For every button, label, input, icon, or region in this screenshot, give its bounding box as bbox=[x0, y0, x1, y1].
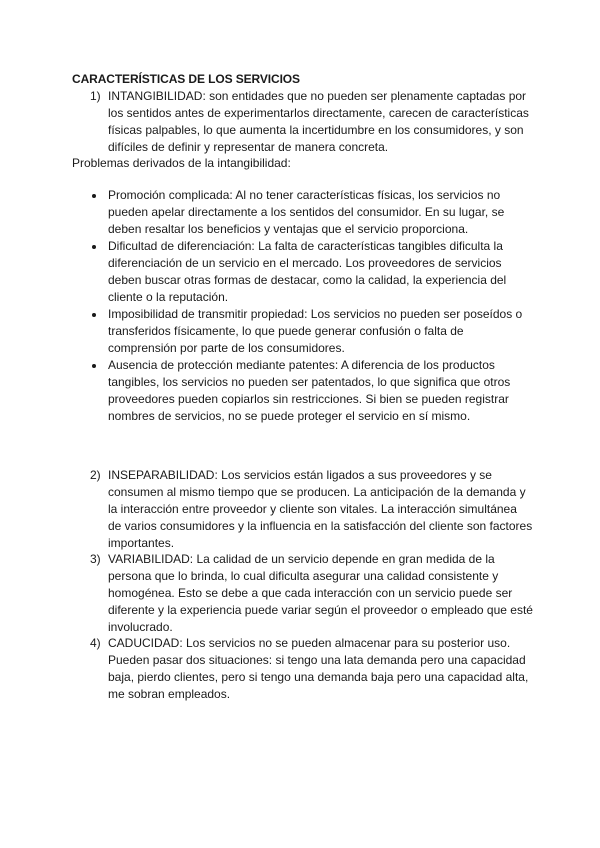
bullet-icon bbox=[92, 194, 96, 198]
item-text: INTANGIBILIDAD: son entidades que no pueden ser plenamente captadas por los sentidos antes de experimentarlos directamente, carecen de características físicas palpables, lo que aumenta la incertidumbre en los consumidores, y son difíciles de definir y representar de manera concreta. bbox=[108, 89, 529, 154]
list-item-text: Ausencia de protección mediante patentes: A diferencia de los productos tangibles, los servicios no pueden ser patentados, lo que significa que otros proveedores pueden copiarlos sin restricciones. Si bien se pueden registrar nombres de servicios, no se puede proteger el servicio en sí mismo. bbox=[108, 358, 511, 423]
list-item bbox=[108, 357, 533, 425]
bullet-icon bbox=[92, 313, 96, 317]
list-item-text: Imposibilidad de transmitir propiedad: Los servicios no pueden ser poseídos o transferidos físicamente, lo que puede generar confusión o falta de comprensión por parte de los consumidores. bbox=[108, 307, 523, 355]
list-item bbox=[108, 187, 533, 238]
item-text: INSEPARABILIDAD: Los servicios están ligados a sus proveedores y se consumen al mismo tiempo que se producen. La anticipación de la demanda y la interacción entre proveedor y cliente son vitales. La interacción simultánea de varios consumidores y la influencia en la satisfacción del cliente son factores importantes. bbox=[108, 468, 533, 550]
problems-heading: Problemas derivados de la intangibilidad: bbox=[72, 156, 291, 170]
item-number: 2) bbox=[90, 468, 101, 482]
list-item bbox=[108, 306, 533, 357]
item-number: 1) bbox=[90, 89, 101, 103]
item-number: 4) bbox=[90, 636, 101, 650]
list-item-text: Promoción complicada: Al no tener características físicas, los servicios no pueden apelar directamente a los sentidos del consumidor. En su lugar, se deben resaltar los beneficios y ventajas que el servicio proporciona. bbox=[108, 188, 505, 236]
numbered-item-inseparabilidad bbox=[90, 467, 533, 552]
problems-list bbox=[108, 187, 533, 425]
list-item-text: Dificultad de diferenciación: La falta de características tangibles dificulta la diferenciación de un servicio en el mercado. Los proveedores de servicios deben buscar otras formas de destacar, como la calidad, la experiencia del cliente o la reputación. bbox=[108, 239, 507, 304]
bullet-icon bbox=[92, 245, 96, 249]
bullet-icon bbox=[92, 364, 96, 368]
numbered-item-caducidad bbox=[90, 635, 533, 703]
numbered-item-variabilidad bbox=[90, 551, 533, 636]
item-text: CADUCIDAD: Los servicios no se pueden almacenar para su posterior uso. Pueden pasar dos situaciones: si tengo una lata demanda pero una capacidad baja, pierdo clientes, pero si tengo una demanda baja pero una capacidad alta, me sobran empleados. bbox=[108, 636, 529, 701]
document-title: CARACTERÍSTICAS DE LOS SERVICIOS bbox=[72, 72, 300, 86]
item-text: VARIABILIDAD: La calidad de un servicio depende en gran medida de la persona que lo brinda, lo cual dificulta asegurar una calidad consistente y homogénea. Esto se debe a que cada interacción con un servicio puede ser diferente y la experiencia puede variar según el proveedor o empleado que esté involucrado. bbox=[108, 552, 533, 634]
item-number: 3) bbox=[90, 552, 101, 566]
numbered-item-intangibilidad bbox=[90, 88, 533, 156]
list-item bbox=[108, 238, 533, 306]
